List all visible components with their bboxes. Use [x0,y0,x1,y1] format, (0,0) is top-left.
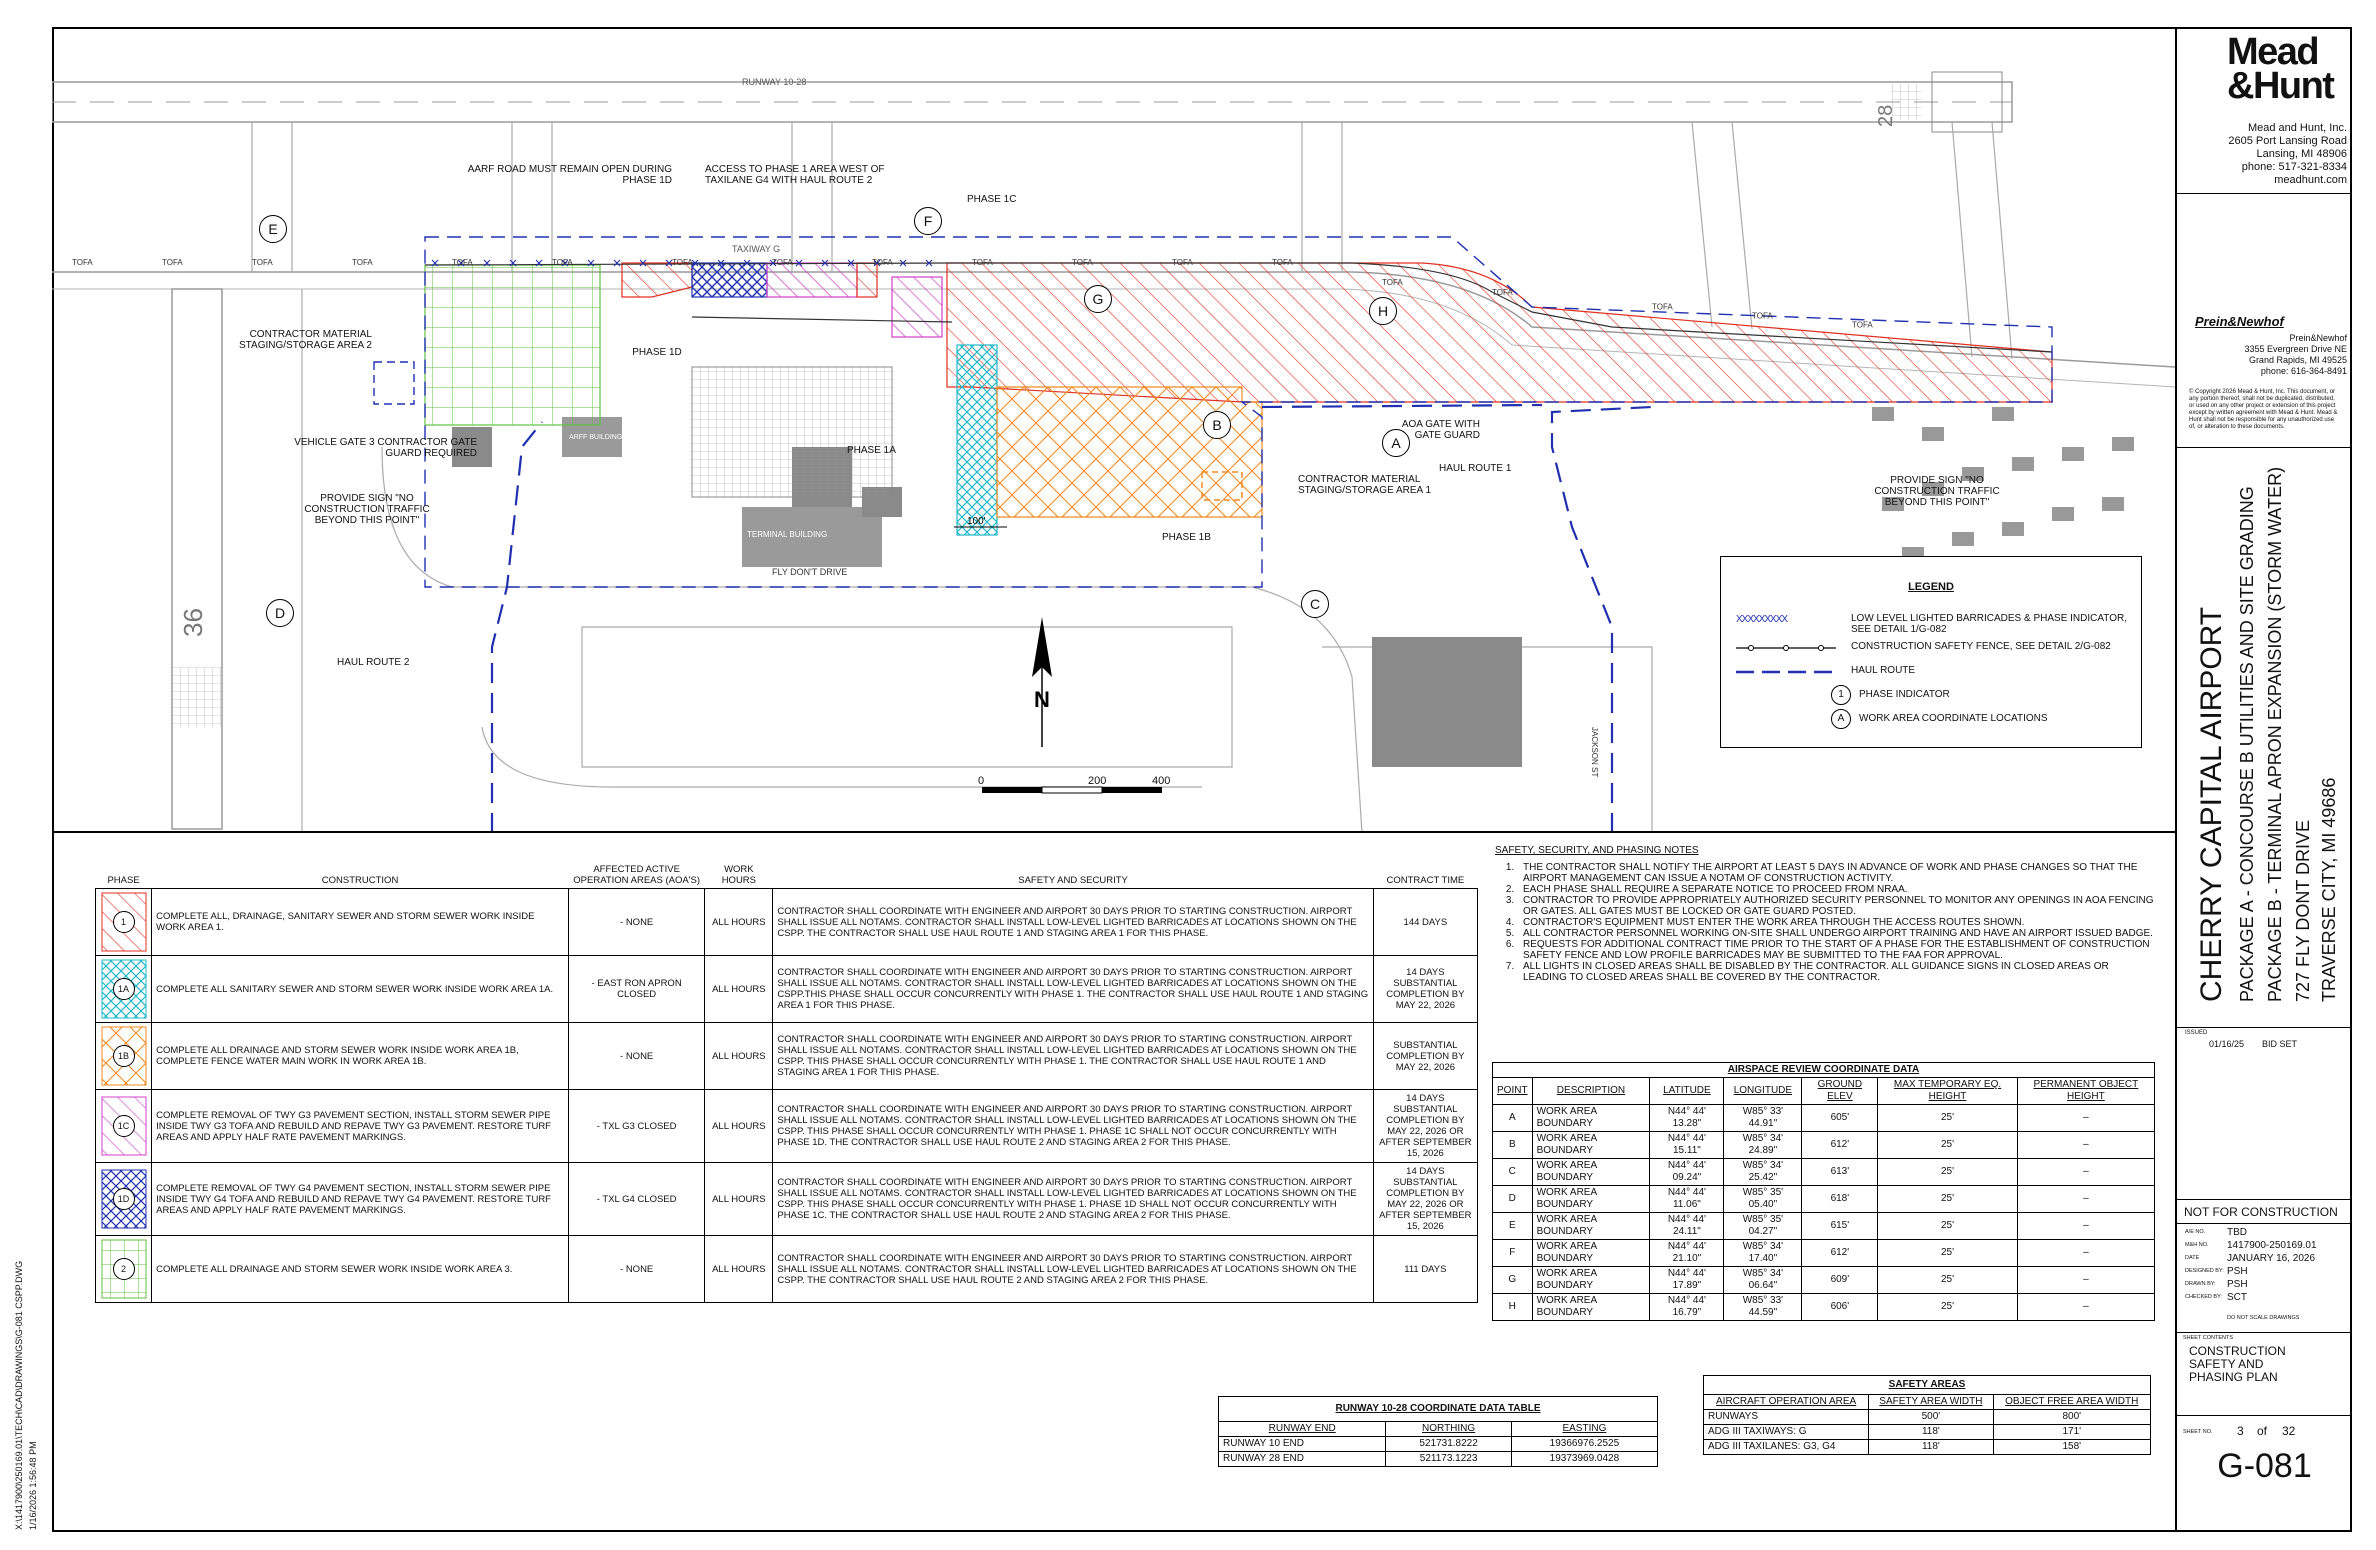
table-cell: 25' [1878,1105,2017,1132]
point-e-marker: E [259,215,287,243]
phase-row [96,1023,1478,1090]
firm-name: Mead and Hunt, Inc. [2247,122,2347,134]
table-cell: 118' [1869,1425,1993,1440]
phase-indicator-symbol: 1 [1831,685,1851,705]
table-cell: W85° 34' 25.42" [1724,1159,1802,1186]
scale-0-label: 0 [978,775,985,787]
table-cell: – [2017,1186,2154,1213]
legend-label: LOW LEVEL LIGHTED BARRICADES & PHASE INDICATOR, SEE DETAIL 1/G-082 [1851,613,2127,635]
note-item: 4. CONTRACTOR'S EQUIPMENT MUST ENTER THE WORK AREA THROUGH THE ACCESS ROUTES SHOWN. [1517,917,2155,928]
info-key: DATE [2185,1255,2200,1261]
col-construction: CONSTRUCTION [321,875,399,886]
aoa-cell: - NONE [569,1236,705,1303]
phase-indicator: 1C [113,1115,135,1137]
info-row [2177,1227,2352,1240]
coordinate-location-symbol: A [1831,709,1851,729]
time-cell: 111 DAYS [1373,1236,1477,1303]
construction-cell: COMPLETE REMOVAL OF TWY G4 PAVEMENT SECTION, INSTALL STORM SEWER PIPE INSIDE TWY G4 TOFA AND REBUILD AND REPAVE TWY G4 PAVEMENT. RESTORE TURF AREAS AND APPLY HALF RATE PAVEMENT MARKINGS. [152,1163,569,1236]
sheet-total: 32 [2282,1424,2296,1438]
table-cell: C [1493,1159,1533,1186]
file-path-stamp: X:\1417900\250169.01\TECH\CAD\DRAWINGS\G-081 CSPP.DWG [14,1260,24,1530]
issued-set: BID SET [2262,1039,2298,1049]
scale-400-label: 400 [1152,775,1171,787]
col-phase: PHASE [107,875,140,886]
jackson-st-label: JACKSON ST [1590,727,1599,778]
provide-sign-east-callout: PROVIDE SIGN "NO CONSTRUCTION TRAFFIC BEYOND THIS POINT" [1874,475,2000,508]
table-row [1219,1437,1658,1452]
table-cell: RUNWAY 28 END [1219,1452,1386,1467]
time-cell: 14 DAYS SUBSTANTIAL COMPLETION BY MAY 22, 2026 OR AFTER SEPTEMBER 15, 2026 [1373,1163,1477,1236]
table-cell: WORK AREA BOUNDARY [1532,1240,1650,1267]
info-row [2177,1292,2352,1305]
table-cell: N44° 44' 16.79" [1650,1294,1724,1321]
haul-route-1-callout: HAUL ROUTE 1 [1439,463,1512,474]
legend-label: CONSTRUCTION SAFETY FENCE, SEE DETAIL 2/G-082 [1851,641,2111,652]
table-cell: WORK AREA BOUNDARY [1532,1213,1650,1240]
phase-row [96,1163,1478,1236]
tofa-label: TOFA [352,258,373,267]
table-cell: 609' [1802,1267,1878,1294]
table-cell: 171' [1993,1425,2151,1440]
table-cell: D [1493,1186,1533,1213]
table-cell: 25' [1878,1159,2017,1186]
table-cell: W85° 35' 05.40" [1724,1186,1802,1213]
point-g-marker: G [1084,285,1112,313]
table-cell: WORK AREA BOUNDARY [1532,1294,1650,1321]
sheet-of: of [2257,1424,2268,1438]
table-cell: 25' [1878,1267,2017,1294]
airspace-title: AIRSPACE REVIEW COORDINATE DATA [1493,1063,2155,1078]
tofa-label: TOFA [72,258,93,267]
table-cell: G [1493,1267,1533,1294]
safety-cell: CONTRACTOR SHALL COORDINATE WITH ENGINEER AND AIRPORT 30 DAYS PRIOR TO STARTING CONSTRUCTION. AIRPORT SHALL ISSUE ALL NOTAMS. CONTRACTOR SHALL INSTALL LOW-LEVEL LIGHTED BARRICADES AT LOCATIONS SHOWN ON THE CSPP.THIS PHASE SHALL OCCUR CONCURRENTLY WITH PHASE 1. THE CONTRACTOR SHALL USE HAUL ROUTE 1 AND STAGING AREA 1 FOR THIS PHASE. [773,956,1373,1023]
haul-route-2-callout: HAUL ROUTE 2 [337,657,410,668]
table-cell: W85° 34' 06.64" [1724,1267,1802,1294]
phase-1d-callout: PHASE 1D [632,347,682,358]
taxiway-g-label: TAXIWAY G [732,244,781,254]
tofa-label: TOFA [1272,258,1293,267]
table-cell: 618' [1802,1186,1878,1213]
table-row [1493,1186,2155,1213]
table-cell: RUNWAYS [1704,1410,1869,1425]
time-cell: 14 DAYS SUBSTANTIAL COMPLETION BY MAY 22, 2026 OR AFTER SEPTEMBER 15, 2026 [1373,1090,1477,1163]
tofa-label: TOFA [1852,320,1873,330]
phase-row [96,1236,1478,1303]
table-cell: 118' [1869,1440,1993,1455]
table-cell: 25' [1878,1294,2017,1321]
table-row [1493,1213,2155,1240]
info-value: PSH [2227,1266,2248,1277]
safety-areas-table [1703,1375,2151,1455]
provide-sign-west-callout: PROVIDE SIGN "NO CONSTRUCTION TRAFFIC BEYOND THIS POINT" [304,493,430,526]
col-hours: WORK HOURS [721,864,756,886]
aoa-cell: - NONE [569,889,705,956]
table-row [1493,1159,2155,1186]
table-cell: WORK AREA BOUNDARY [1532,1132,1650,1159]
staging-area-2-callout: CONTRACTOR MATERIAL STAGING/STORAGE AREA 2 [238,329,372,351]
sheet-no: 3 [2237,1424,2244,1438]
table-cell: 800' [1993,1410,2151,1425]
phase-row [96,1090,1478,1163]
safety-areas-title: SAFETY AREAS [1704,1376,2151,1395]
hours-cell: ALL HOURS [705,1090,773,1163]
phase-1b-callout: PHASE 1B [1162,532,1211,543]
not-for-construction: NOT FOR CONSTRUCTION [2184,1205,2338,1219]
firm-phone: phone: 517-321-8334 [2241,161,2347,173]
phase-swatch [96,1090,152,1163]
table-cell: – [2017,1159,2154,1186]
title-block [2175,27,2352,1532]
col-time: CONTRACT TIME [1386,875,1465,886]
sheet-no-label: SHEET NO. [2183,1429,2213,1435]
dimension-100-label: 100' [967,516,986,527]
sheet-contents-label: SHEET CONTENTS [2183,1335,2234,1341]
sub-address1: 3355 Evergreen Drive NE [2244,344,2347,354]
legend-title: LEGEND [1908,581,1954,593]
table-cell: N44° 44' 15.11" [1650,1132,1724,1159]
table-cell: – [2017,1267,2154,1294]
legend-item-haul [1721,661,2141,683]
table-cell: 25' [1878,1213,2017,1240]
table-cell: WORK AREA BOUNDARY [1532,1186,1650,1213]
tofa-label: TOFA [872,258,893,267]
table-row [1704,1440,2151,1455]
col-safety: SAFETY AND SECURITY [1018,875,1128,886]
airspace-table [1492,1062,2155,1321]
runway-coordinate-table [1218,1396,1658,1467]
legend-label: WORK AREA COORDINATE LOCATIONS [1859,713,2048,724]
tofa-label: TOFA [1492,287,1513,297]
column-header: AIRCRAFT OPERATION AREA [1704,1395,1869,1410]
point-h-marker: H [1369,297,1397,325]
legend-item-coordinate [1721,709,2141,731]
info-value: SCT [2227,1292,2247,1303]
haul-route-symbol-icon [1736,667,1836,677]
phase-row [96,956,1478,1023]
tofa-label: TOFA [252,258,273,267]
table-cell: ADG III TAXILANES: G3, G4 [1704,1440,1869,1455]
tofa-label: TOFA [772,258,793,267]
project-title: CHERRY CAPITAL AIRPORT [2195,606,2228,1002]
prein-newhof-logo: Prein&Newhof [2195,314,2284,329]
table-cell: ADG III TAXIWAYS: G [1704,1425,1869,1440]
phase-swatch [96,1163,152,1236]
info-key: CHECKED BY: [2185,1294,2222,1300]
table-row [1493,1267,2155,1294]
mead-hunt-logo [2227,31,2334,107]
project-address1: 727 FLY DONT DRIVE [2293,819,2313,1002]
aarf-road-callout: AARF ROAD MUST REMAIN OPEN DURING PHASE 1D [467,164,672,186]
staging-area-1-callout: CONTRACTOR MATERIAL STAGING/STORAGE AREA 1 [1298,474,1432,496]
arff-building-label: ARFF BUILDING [569,434,623,441]
table-cell: 25' [1878,1186,2017,1213]
column-header: LONGITUDE [1724,1078,1802,1105]
info-value: TBD [2227,1227,2247,1238]
project-info [2177,1227,2352,1305]
table-row [1704,1410,2151,1425]
safety-cell: CONTRACTOR SHALL COORDINATE WITH ENGINEER AND AIRPORT 30 DAYS PRIOR TO STARTING CONSTRUCTION. AIRPORT SHALL ISSUE ALL NOTAMS. CONTRACTOR SHALL INSTALL LOW-LEVEL LIGHTED BARRICADES AT LOCATIONS SHOWN ON THE CSPP. THE CONTRACTOR SHALL USE HAUL ROUTE 1 AND STAGING AREA 1 FOR THIS PHASE. [773,889,1373,956]
column-header: NORTHING [1386,1422,1511,1437]
table-cell: 25' [1878,1240,2017,1267]
table-cell: W85° 34' 17.40" [1724,1240,1802,1267]
table-cell: 521173.1223 [1386,1452,1511,1467]
firm-address1: 2605 Port Lansing Road [2228,135,2347,147]
table-cell: W85° 33' 44.91" [1724,1105,1802,1132]
table-cell: 158' [1993,1440,2151,1455]
info-row [2177,1240,2352,1253]
construction-cell: COMPLETE ALL SANITARY SEWER AND STORM SEWER WORK INSIDE WORK AREA 1A. [152,956,569,1023]
table-cell: 19366976.2525 [1511,1437,1657,1452]
table-cell: WORK AREA BOUNDARY [1532,1267,1650,1294]
sub-name: Prein&Newhof [2289,333,2347,343]
note-item: 3. CONTRACTOR TO PROVIDE APPROPRIATELY AUTHORIZED SECURITY PERSONNEL TO MONITOR ANY OPENINGS IN AOA FENCING OR GATES. ALL GATES MUST BE LOCKED OR GATE GUARD POSTED. [1517,895,2155,917]
barricade-symbol: XXXXXXXXX [1736,614,1788,625]
terminal-building-label: TERMINAL BUILDING [747,530,828,539]
table-cell: 615' [1802,1213,1878,1240]
safety-cell: CONTRACTOR SHALL COORDINATE WITH ENGINEER AND AIRPORT 30 DAYS PRIOR TO STARTING CONSTRUCTION. AIRPORT SHALL ISSUE ALL NOTAMS. CONTRACTOR SHALL INSTALL LOW-LEVEL LIGHTED BARRICADES AT LOCATIONS SHOWN ON THE CSPP. THE CONTRACTOR SHALL USE HAUL ROUTE 2 AND STAGING AREA 2 FOR THIS PHASE. [773,1236,1373,1303]
column-header: RUNWAY END [1219,1422,1386,1437]
table-cell: 606' [1802,1294,1878,1321]
logo-line1: Mead [2227,31,2319,73]
phase-swatch [96,956,152,1023]
barricade-marker [614,260,620,266]
phase-swatch [96,889,152,956]
aoa-cell: - NONE [569,1023,705,1090]
hours-cell: ALL HOURS [705,1023,773,1090]
note-item: 2. EACH PHASE SHALL REQUIRE A SEPARATE NOTICE TO PROCEED FROM NRAA. [1517,884,2155,895]
time-cell: 14 DAYS SUBSTANTIAL COMPLETION BY MAY 22, 2026 [1373,956,1477,1023]
runway-table-title: RUNWAY 10-28 COORDINATE DATA TABLE [1219,1397,1658,1422]
table-cell: N44° 44' 11.06" [1650,1186,1724,1213]
project-address2: TRAVERSE CITY, MI 49686 [2319,777,2339,1002]
column-header: POINT [1493,1078,1533,1105]
table-cell: – [2017,1213,2154,1240]
table-cell: WORK AREA BOUNDARY [1532,1105,1650,1132]
table-cell: W85° 33' 44.59" [1724,1294,1802,1321]
table-cell: 612' [1802,1132,1878,1159]
hours-cell: ALL HOURS [705,1163,773,1236]
tofa-label: TOFA [1072,258,1093,267]
safety-notes [1495,845,2155,983]
table-cell: N44° 44' 21.10" [1650,1240,1724,1267]
table-row [1704,1425,2151,1440]
tofa-label: TOFA [162,258,183,267]
info-key: DRAWN BY: [2185,1281,2216,1287]
column-header: OBJECT FREE AREA WIDTH [1993,1395,2151,1410]
aoa-gate-callout: AOA GATE WITH GATE GUARD [1401,419,1480,441]
table-cell: 613' [1802,1159,1878,1186]
info-value: JANUARY 16, 2026 [2227,1253,2316,1264]
scale-note: DO NOT SCALE DRAWINGS [2227,1315,2300,1321]
table-cell: 521731.8222 [1386,1437,1511,1452]
table-cell: RUNWAY 10 END [1219,1437,1386,1452]
construction-cell: COMPLETE ALL, DRAINAGE, SANITARY SEWER AND STORM SEWER WORK INSIDE WORK AREA 1. [152,889,569,956]
info-key: A/E NO. [2185,1229,2206,1235]
phase-1c-callout: PHASE 1C [967,194,1017,205]
phase-indicator: 1D [113,1188,135,1210]
plot-date-stamp: 1/16/2026 1:56:48 PM [28,1441,38,1530]
point-d-marker: D [266,599,294,627]
table-cell: – [2017,1294,2154,1321]
table-cell: A [1493,1105,1533,1132]
table-cell: 605' [1802,1105,1878,1132]
tofa-label: TOFA [1382,278,1403,287]
package-a: PACKAGE A - CONCOURSE B UTILITIES AND SITE GRADING [2237,486,2257,1002]
firm-address [2182,122,2347,187]
copyright-notice: © Copyright 2026 Mead & Hunt, Inc. This document, or any portion thereof, shall not be duplicated, distributed, or used on any other project or extension of this project except by written agreement with Mead & Hunt. Mead & Hunt shall not be responsible for any unauthorized use of, or alteration to these documents. [2189,389,2338,430]
tofa-label: TOFA [1752,311,1773,321]
table-row [1493,1132,2155,1159]
info-value: 1417900-250169.01 [2227,1240,2317,1251]
safety-cell: CONTRACTOR SHALL COORDINATE WITH ENGINEER AND AIRPORT 30 DAYS PRIOR TO STARTING CONSTRUCTION. AIRPORT SHALL ISSUE ALL NOTAMS. CONTRACTOR SHALL INSTALL LOW-LEVEL LIGHTED BARRICADES AT LOCATIONS SHOWN ON THE CSPP. THIS PHASE SHALL OCCUR CONCURRENTLY WITH PHASE 1. THE CONTRACTOR SHALL USE HAUL ROUTE 1 AND STAGING AREA 1 FOR THIS PHASE. [773,1023,1373,1090]
legend-item-fence [1721,637,2141,659]
point-b-marker: B [1203,411,1231,439]
fence-symbol-icon [1736,643,1836,653]
info-row [2177,1279,2352,1292]
scale-200-label: 200 [1088,775,1107,787]
safety-cell: CONTRACTOR SHALL COORDINATE WITH ENGINEER AND AIRPORT 30 DAYS PRIOR TO STARTING CONSTRUCTION. AIRPORT SHALL ISSUE ALL NOTAMS. CONTRACTOR SHALL INSTALL LOW-LEVEL LIGHTED BARRICADES AT LOCATIONS SHOWN ON THE CSPP. THIS PHASE SHALL OCCUR CONCURRENTLY WITH PHASE 1. PHASE 1D SHALL NOT OCCUR CONCURRENTLY WITH PHASE 1C. THE CONTRACTOR SHALL USE HAUL ROUTE 2 AND STAGING AREA 2 FOR THIS PHASE. [773,1163,1373,1236]
legend [1720,556,2142,748]
phase-swatch [96,1023,152,1090]
package-b: PACKAGE B - TERMINAL APRON EXPANSION (STORM WATER) [2265,466,2285,1002]
column-header: EASTING [1511,1422,1657,1437]
tofa-label: TOFA [552,258,573,267]
info-key: M&H NO. [2185,1242,2209,1248]
phase-row [96,889,1478,956]
phase-1a-callout: PHASE 1A [847,445,896,456]
note-item: 1. THE CONTRACTOR SHALL NOTIFY THE AIRPORT AT LEAST 5 DAYS IN ADVANCE OF WORK AND PHASE CHANGES SO THAT THE AIRPORT MANAGEMENT CAN ISSUE A NOTAM OF CONSTRUCTION ACTIVITY. [1517,862,2155,884]
notes-title: SAFETY, SECURITY, AND PHASING NOTES [1495,845,1699,856]
point-f-marker: F [914,207,942,235]
point-c-marker: C [1301,590,1329,618]
col-aoa: AFFECTED ACTIVE OPERATION AREAS (AOA'S) [573,864,701,886]
table-row [1493,1294,2155,1321]
table-row [1493,1105,2155,1132]
table-cell: WORK AREA BOUNDARY [1532,1159,1650,1186]
sub-address2: Grand Rapids, MI 49525 [2248,355,2347,365]
table-cell: B [1493,1132,1533,1159]
column-header: GROUND ELEV [1802,1078,1878,1105]
subconsultant-address [2182,333,2347,377]
column-header: PERMANENT OBJECT HEIGHT [2017,1078,2154,1105]
tofa-label: TOFA [452,258,473,267]
svg-text:N: N [1034,687,1050,712]
info-key: DESIGNED BY: [2185,1268,2224,1274]
hours-cell: ALL HOURS [705,1236,773,1303]
sheet-id: G-081 [2217,1447,2312,1485]
table-row [1219,1452,1658,1467]
firm-address2: Lansing, MI 48906 [2256,148,2347,160]
column-header: MAX TEMPORARY EQ. HEIGHT [1878,1078,2017,1105]
table-cell: H [1493,1294,1533,1321]
note-item: 5. ALL CONTRACTOR PERSONNEL WORKING ON-SITE SHALL UNDERGO AIRPORT TRAINING AND HAVE AN AIRPORT ISSUED BADGE. [1517,928,2155,939]
legend-item-barricade [1721,609,2141,635]
north-arrow-icon [1032,617,1052,747]
table-cell: 19373969.0428 [1511,1452,1657,1467]
note-item: 7. ALL LIGHTS IN CLOSED AREAS SHALL BE DISABLED BY THE CONTRACTOR. ALL GUIDANCE SIGNS IN CLOSED AREAS OR LEADING TO CLOSED AREAS SHALL BE COVERED BY THE CONTRACTOR. [1517,961,2155,983]
table-cell: – [2017,1240,2154,1267]
tofa-label: TOFA [1172,258,1193,267]
table-cell: – [2017,1105,2154,1132]
construction-cell: COMPLETE REMOVAL OF TWY G3 PAVEMENT SECTION, INSTALL STORM SEWER PIPE INSIDE TWY G3 TOFA AND REBUILD AND REPAVE TWY G3 PAVEMENT. RESTORE TURF AREAS AND APPLY HALF RATE PAVEMENT MARKINGS. [152,1090,569,1163]
construction-cell: COMPLETE ALL DRAINAGE AND STORM SEWER WORK INSIDE WORK AREA 3. [152,1236,569,1303]
firm-web: meadhunt.com [2274,174,2347,186]
table-cell: 500' [1869,1410,1993,1425]
table-cell: N44° 44' 24.11" [1650,1213,1724,1240]
hours-cell: ALL HOURS [705,889,773,956]
info-row [2177,1266,2352,1279]
time-cell: SUBSTANTIAL COMPLETION BY MAY 22, 2026 [1373,1023,1477,1090]
scale-bar [982,787,1162,793]
table-cell: N44° 44' 17.89" [1650,1267,1724,1294]
runway-end-28-label: 28 [1875,104,1897,127]
fly-dont-drive-label: FLY DON'T DRIVE [772,567,848,577]
phase-indicator: 1A [113,978,135,1000]
table-cell: E [1493,1213,1533,1240]
tofa-label: TOFA [672,258,693,267]
table-cell: N44° 44' 13.28" [1650,1105,1724,1132]
info-value: PSH [2227,1279,2248,1290]
construction-cell: COMPLETE ALL DRAINAGE AND STORM SEWER WORK INSIDE WORK AREA 1B, COMPLETE FENCE WATER MAIN WORK IN WORK AREA 1B. [152,1023,569,1090]
sub-phone: phone: 616-364-8491 [2260,366,2347,376]
point-a-marker: A [1382,429,1410,457]
phase-indicator: 1 [113,911,135,933]
issued-label: ISSUED [2185,1030,2208,1036]
sheet-contents: CONSTRUCTION SAFETY AND PHASING PLAN [2189,1344,2286,1384]
access-phase1-callout: ACCESS TO PHASE 1 AREA WEST OF TAXILANE G4 WITH HAUL ROUTE 2 [705,164,885,186]
time-cell: 144 DAYS [1373,889,1477,956]
phase-swatch [96,1236,152,1303]
legend-label: PHASE INDICATOR [1859,689,1950,700]
table-cell: W85° 35' 04.27" [1724,1213,1802,1240]
info-row [2177,1253,2352,1266]
aoa-cell: - TXL G3 CLOSED [569,1090,705,1163]
tofa-label: TOFA [972,258,993,267]
phase-indicator: 2 [113,1258,135,1280]
note-item: 6. REQUESTS FOR ADDITIONAL CONTRACT TIME PRIOR TO THE START OF A PHASE FOR THE ESTABLISHMENT OF CONSTRUCTION SAFETY FENCE AND LOW PROFILE BARRICADES MAY BE SUBMITTED TO THE FAA FOR APPROVAL. [1517,939,2155,961]
runway-end-36-label: 36 [178,608,208,637]
table-cell: W85° 34' 24.89" [1724,1132,1802,1159]
column-header: SAFETY AREA WIDTH [1869,1395,1993,1410]
legend-label: HAUL ROUTE [1851,665,1916,676]
hours-cell: ALL HOURS [705,956,773,1023]
logo-line2: &Hunt [2227,65,2334,107]
vehicle-gate-callout: VEHICLE GATE 3 CONTRACTOR GATE GUARD REQUIRED [294,437,477,459]
column-header: DESCRIPTION [1532,1078,1650,1105]
table-row [1493,1240,2155,1267]
phasing-table [95,862,1478,1303]
table-cell: – [2017,1132,2154,1159]
aoa-cell: - TXL G4 CLOSED [569,1163,705,1236]
runway-label: RUNWAY 10-28 [742,77,807,87]
table-cell: 612' [1802,1240,1878,1267]
tofa-label: TOFA [1652,302,1673,312]
phase-indicator: 1B [113,1045,135,1067]
table-cell: N44° 44' 09.24" [1650,1159,1724,1186]
legend-item-phase [1721,685,2141,707]
issued-date: 01/16/25 [2209,1039,2245,1049]
table-cell: F [1493,1240,1533,1267]
aoa-cell: - EAST RON APRON CLOSED [569,956,705,1023]
column-header: LATITUDE [1650,1078,1724,1105]
table-cell: 25' [1878,1132,2017,1159]
safety-cell: CONTRACTOR SHALL COORDINATE WITH ENGINEER AND AIRPORT 30 DAYS PRIOR TO STARTING CONSTRUCTION. AIRPORT SHALL ISSUE ALL NOTAMS. CONTRACTOR SHALL INSTALL LOW-LEVEL LIGHTED BARRICADES AT LOCATIONS SHOWN ON THE CSPP. THIS PHASE SHALL OCCUR CONCURRENTLY WITH PHASE 1. PHASE 1C SHALL NOT OCCUR CONCURRENTLY WITH PHASE 1D. THE CONTRACTOR SHALL USE HAUL ROUTE 2 AND STAGING AREA 2 FOR THIS PHASE. [773,1090,1373,1163]
